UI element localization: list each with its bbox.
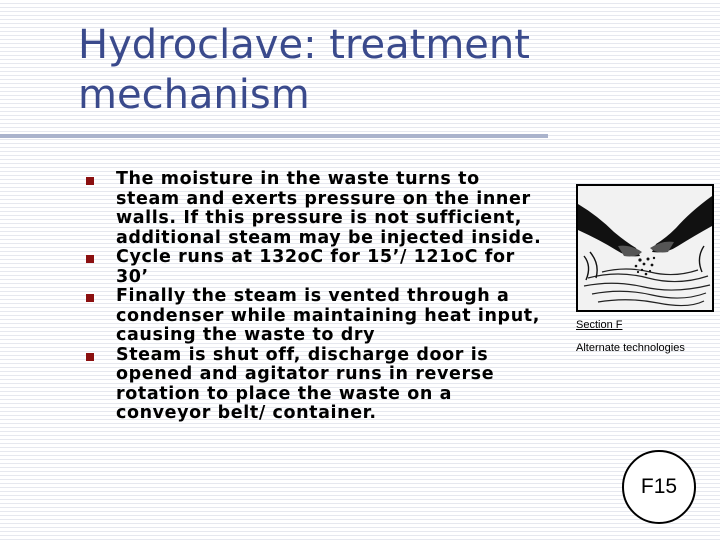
- bullet-text: Cycle runs at 132oC for 15’/ 121oC for 30’: [116, 247, 515, 287]
- section-subtitle: Alternate technologies: [576, 342, 685, 354]
- bullet-marker-icon: [86, 353, 94, 361]
- bullet-item: [86, 287, 546, 346]
- bullet-marker-icon: [86, 255, 94, 263]
- bullet-item: [86, 170, 546, 248]
- bullet-list: [86, 170, 546, 424]
- section-label: Section F: [576, 319, 623, 331]
- page-badge: F15: [622, 450, 696, 524]
- bullet-text: Finally the steam is vented through a condenser while maintaining heat input, causing the waste to dry: [116, 286, 540, 345]
- bullet-text: Steam is shut off, discharge door is opened and agitator runs in reverse rotation to place the waste on a conveyor belt/ container.: [116, 344, 495, 423]
- bullet-marker-icon: [86, 294, 94, 302]
- bullet-marker-icon: [86, 177, 94, 185]
- hands-releasing-water-icon: [576, 184, 714, 312]
- bullet-text: The moisture in the waste turns to steam and exerts pressure on the inner walls. If this pressure is not sufficient, additional steam may be injected inside.: [116, 169, 542, 248]
- bullet-item: [86, 248, 546, 287]
- title-divider: [0, 134, 548, 138]
- bullet-item: [86, 346, 546, 424]
- slide-title: Hydroclave: treatment mechanism: [78, 22, 530, 118]
